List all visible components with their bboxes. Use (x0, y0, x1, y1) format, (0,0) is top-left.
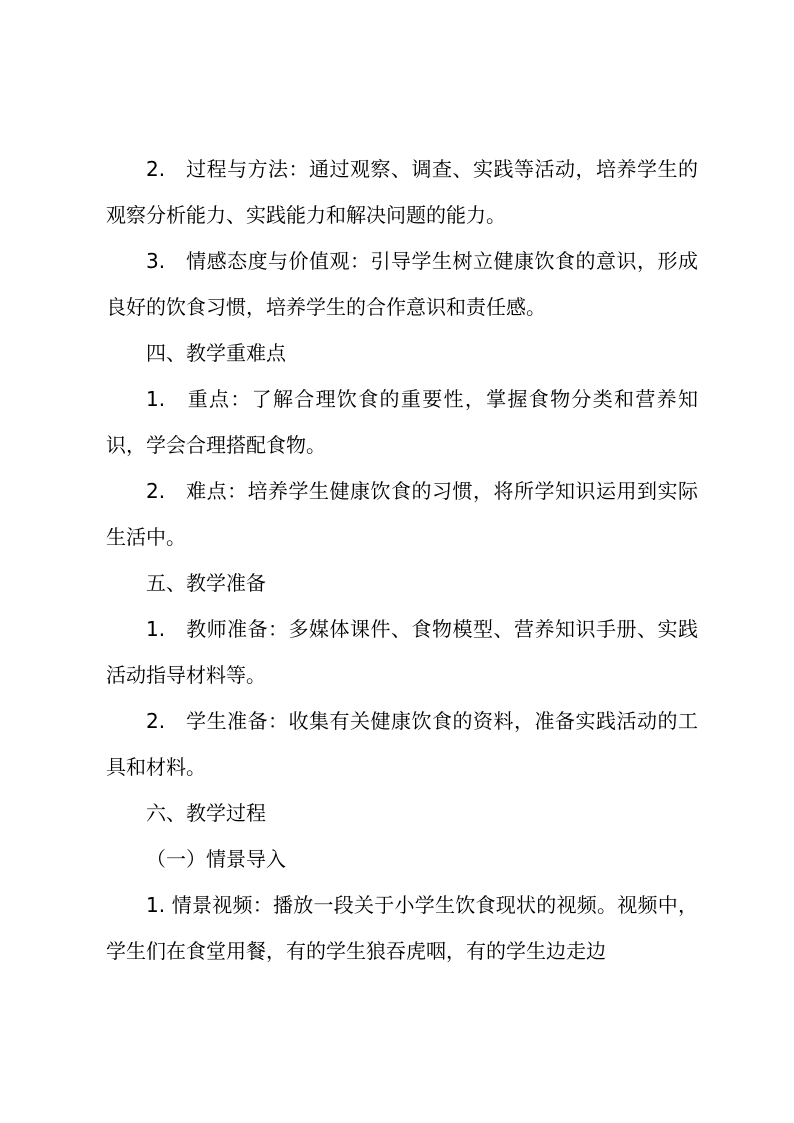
paragraph-process-method: 2. 过程与方法：通过观察、调查、实践等活动，培养学生的观察分析能力、实践能力和解决问题的能力。 (106, 157, 698, 227)
paragraph-key-point: 1. 重点：了解合理饮食的重要性，掌握食物分类和营养知识，学会合理搭配食物。 (106, 387, 698, 457)
paragraph-student-preparation: 2. 学生准备：收集有关健康饮食的资料，准备实践活动的工具和材料。 (106, 709, 698, 779)
paragraph-scenario-video: 1. 情景视频：播放一段关于小学生饮食现状的视频。视频中，学生们在食堂用餐，有的学生狼吞虎咽，有的学生边走边 (106, 893, 698, 963)
paragraph-difficult-point: 2. 难点：培养学生健康饮食的习惯，将所学知识运用到实际生活中。 (106, 479, 698, 549)
section-heading-preparation: 五、教学准备 (146, 571, 266, 595)
section-heading-key-difficult-points: 四、教学重难点 (146, 341, 286, 365)
subsection-heading-scenario-intro: （一）情景导入 (146, 847, 286, 871)
document-body (106, 146, 698, 974)
paragraph-teacher-preparation: 1. 教师准备：多媒体课件、食物模型、营养知识手册、实践活动指导材料等。 (106, 617, 698, 687)
paragraph-emotion-values: 3. 情感态度与价值观：引导学生树立健康饮食的意识，形成良好的饮食习惯，培养学生的合作意识和责任感。 (106, 249, 698, 319)
section-heading-teaching-process: 六、教学过程 (146, 801, 266, 825)
